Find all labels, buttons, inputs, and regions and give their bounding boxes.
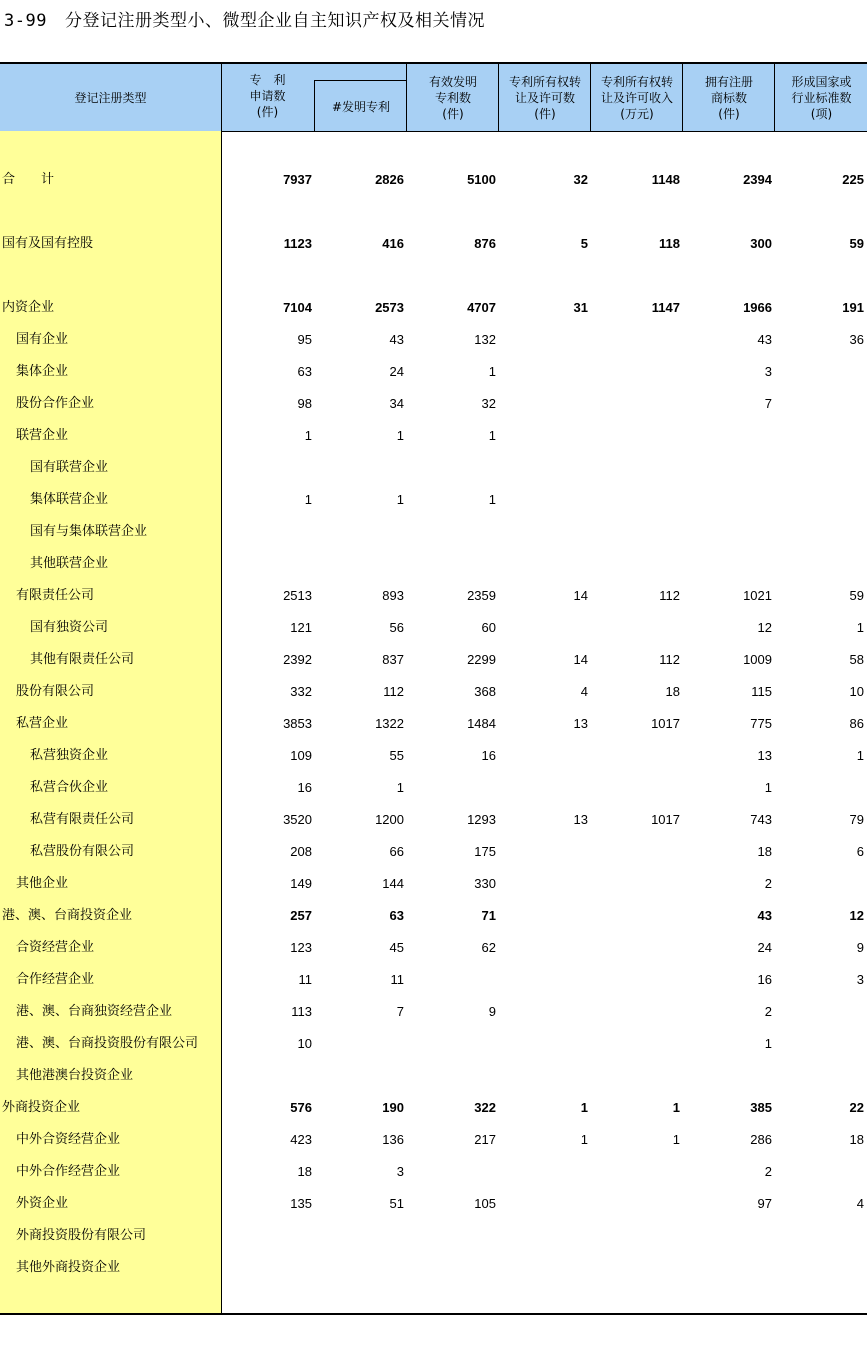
row-value: 1021 — [743, 588, 772, 603]
row-value: 4707 — [467, 300, 496, 315]
row-value: 24 — [389, 364, 404, 379]
row-value: 16 — [481, 748, 496, 763]
row-value: 257 — [290, 908, 312, 923]
row-value: 4 — [580, 684, 588, 699]
table-row — [0, 170, 867, 190]
row-value: 1 — [396, 780, 404, 795]
row-value: 5100 — [467, 172, 496, 187]
row-value: 2 — [764, 1004, 772, 1019]
row-value: 2394 — [743, 172, 772, 187]
row-value: 1 — [304, 492, 312, 507]
row-value: 2513 — [283, 588, 312, 603]
table-row — [0, 586, 867, 606]
row-value: 1 — [488, 364, 496, 379]
row-value: 208 — [290, 844, 312, 859]
row-value: 118 — [659, 236, 680, 251]
table-row — [0, 874, 867, 894]
row-value: 225 — [842, 172, 864, 187]
row-value: 893 — [382, 588, 404, 603]
header-patent-transfers: 专利所有权转 让及许可数 (件) — [498, 64, 591, 131]
row-value: 2392 — [283, 652, 312, 667]
row-value: 191 — [842, 300, 864, 315]
row-value: 7937 — [283, 172, 312, 187]
row-value: 112 — [659, 652, 680, 667]
row-value: 332 — [290, 684, 312, 699]
header-valid-invention-patents: 有效发明 专利数 (件) — [406, 64, 499, 131]
row-value: 3 — [396, 1164, 404, 1179]
row-value: 385 — [750, 1100, 772, 1115]
row-label: 外资企业 — [16, 1196, 69, 1211]
table-row — [0, 1066, 867, 1086]
table-row — [0, 1130, 867, 1150]
row-value: 98 — [297, 396, 312, 411]
row-value: 6 — [856, 844, 864, 859]
row-value: 97 — [757, 1196, 772, 1211]
row-value: 1148 — [651, 172, 680, 187]
row-value: 743 — [750, 812, 772, 827]
row-value: 1147 — [651, 300, 680, 315]
row-label: 私营合伙企业 — [30, 780, 109, 795]
row-value: 7 — [764, 396, 772, 411]
row-value: 175 — [474, 844, 496, 859]
row-value: 31 — [573, 300, 588, 315]
row-value: 22 — [849, 1100, 864, 1115]
row-value: 1200 — [375, 812, 404, 827]
row-label: 其他有限责任公司 — [30, 652, 135, 667]
header-invention-patents: #发明专利 — [314, 80, 407, 132]
row-value: 1017 — [651, 716, 680, 731]
row-value: 18 — [757, 844, 772, 859]
table-row — [0, 298, 867, 318]
table-row — [0, 1002, 867, 1022]
row-value: 1 — [764, 780, 772, 795]
row-value: 300 — [750, 236, 772, 251]
bottom-rule — [0, 1313, 867, 1315]
row-value: 1017 — [651, 812, 680, 827]
table-row — [0, 234, 867, 254]
row-label: 国有与集体联营企业 — [30, 524, 148, 539]
row-label: 私营独资企业 — [30, 748, 109, 763]
row-value: 59 — [849, 588, 864, 603]
row-label: 合 计 — [2, 172, 55, 187]
table-row — [0, 842, 867, 862]
header-patent-applications: 专 利 申请数 (件) — [221, 64, 313, 131]
row-value: 4 — [856, 1196, 864, 1211]
row-value: 51 — [389, 1196, 404, 1211]
row-value: 14 — [573, 588, 588, 603]
row-value: 1293 — [467, 812, 496, 827]
row-value: 18 — [297, 1164, 312, 1179]
header-standards: 形成国家或 行业标准数 (项) — [774, 64, 867, 131]
row-value: 135 — [290, 1196, 312, 1211]
row-value: 2826 — [375, 172, 404, 187]
row-value: 1 — [488, 428, 496, 443]
row-value: 330 — [474, 876, 496, 891]
row-value: 13 — [573, 716, 588, 731]
row-value: 43 — [389, 332, 404, 347]
header-registered-trademarks: 拥有注册 商标数 (件) — [682, 64, 775, 131]
row-label: 股份合作企业 — [16, 396, 95, 411]
row-value: 149 — [290, 876, 312, 891]
row-value: 1 — [396, 428, 404, 443]
row-value: 66 — [389, 844, 404, 859]
row-value: 63 — [389, 908, 404, 923]
row-value: 3 — [856, 972, 864, 987]
row-label: 外商投资企业 — [2, 1100, 81, 1115]
row-value: 1009 — [743, 652, 772, 667]
table-row — [0, 970, 867, 990]
row-value: 1123 — [283, 236, 312, 251]
row-value: 2 — [764, 876, 772, 891]
row-value: 56 — [389, 620, 404, 635]
table-row — [0, 1258, 867, 1278]
row-value: 58 — [849, 652, 864, 667]
row-value: 1 — [580, 1132, 588, 1147]
row-value: 62 — [481, 940, 496, 955]
table-row — [0, 1098, 867, 1118]
row-value: 121 — [290, 620, 312, 635]
row-value: 12 — [849, 908, 864, 923]
row-value: 144 — [382, 876, 404, 891]
table-title: 分登记注册类型小、微型企业自主知识产权及相关情况 — [64, 11, 485, 31]
row-label: 中外合作经营企业 — [16, 1164, 121, 1179]
row-value: 1 — [396, 492, 404, 507]
table-row — [0, 778, 867, 798]
row-value: 775 — [750, 716, 772, 731]
row-label: 合资经营企业 — [16, 940, 95, 955]
row-value: 45 — [389, 940, 404, 955]
row-value: 136 — [382, 1132, 404, 1147]
row-value: 18 — [665, 684, 680, 699]
table-row — [0, 1226, 867, 1246]
row-value: 132 — [474, 332, 496, 347]
row-value: 217 — [474, 1132, 496, 1147]
table-row — [0, 810, 867, 830]
row-label: 联营企业 — [16, 428, 69, 443]
row-value: 1966 — [743, 300, 772, 315]
row-label: 港、澳、台商投资企业 — [2, 908, 133, 923]
row-value: 837 — [382, 652, 404, 667]
row-value: 322 — [474, 1100, 496, 1115]
row-value: 3853 — [283, 716, 312, 731]
row-value: 416 — [382, 236, 404, 251]
row-value: 43 — [757, 332, 772, 347]
row-value: 12 — [757, 620, 772, 635]
row-value: 1 — [672, 1132, 680, 1147]
row-value: 1 — [764, 1036, 772, 1051]
row-value: 11 — [390, 972, 404, 987]
table-row — [0, 938, 867, 958]
row-value: 16 — [757, 972, 772, 987]
row-value: 113 — [291, 1004, 312, 1019]
table-row — [0, 458, 867, 478]
row-value: 3520 — [283, 812, 312, 827]
row-value: 1 — [488, 492, 496, 507]
row-value: 1 — [856, 748, 864, 763]
row-value: 9 — [856, 940, 864, 955]
row-label: 集体企业 — [16, 364, 69, 379]
row-label: 中外合资经营企业 — [16, 1132, 121, 1147]
row-value: 71 — [481, 908, 496, 923]
row-value: 34 — [389, 396, 404, 411]
table-row — [0, 490, 867, 510]
row-value: 3 — [764, 364, 772, 379]
row-value: 112 — [659, 588, 680, 603]
row-value: 2 — [764, 1164, 772, 1179]
header-registration-type: 登记注册类型 — [74, 90, 147, 105]
row-value: 2359 — [467, 588, 496, 603]
row-value: 2299 — [467, 652, 496, 667]
row-value: 115 — [751, 684, 772, 699]
row-label: 集体联营企业 — [30, 492, 109, 507]
row-value: 16 — [297, 780, 312, 795]
table-row — [0, 1162, 867, 1182]
table-row — [0, 714, 867, 734]
table-row — [0, 618, 867, 638]
row-value: 60 — [481, 620, 496, 635]
row-value: 1 — [304, 428, 312, 443]
row-value: 1322 — [375, 716, 404, 731]
row-value: 95 — [297, 332, 312, 347]
row-value: 7 — [396, 1004, 404, 1019]
row-label: 股份有限公司 — [16, 684, 95, 699]
row-value: 79 — [849, 812, 864, 827]
row-value: 576 — [290, 1100, 312, 1115]
table-row — [0, 522, 867, 542]
page-title — [4, 6, 485, 31]
row-value: 10 — [297, 1036, 312, 1051]
row-value: 5 — [580, 236, 588, 251]
row-label: 外商投资股份有限公司 — [16, 1228, 147, 1243]
row-value: 105 — [474, 1196, 496, 1211]
row-label: 其他企业 — [16, 876, 69, 891]
row-value: 9 — [488, 1004, 496, 1019]
row-label: 国有联营企业 — [30, 460, 109, 475]
row-value: 109 — [290, 748, 312, 763]
table-row — [0, 362, 867, 382]
row-value: 36 — [849, 332, 864, 347]
table-row — [0, 1034, 867, 1054]
row-label: 国有企业 — [16, 332, 69, 347]
row-label: 私营企业 — [16, 716, 69, 731]
row-value: 876 — [474, 236, 496, 251]
row-value: 10 — [849, 684, 864, 699]
row-label: 有限责任公司 — [16, 588, 95, 603]
row-value: 7104 — [283, 300, 312, 315]
row-value: 423 — [290, 1132, 312, 1147]
row-value: 43 — [757, 908, 772, 923]
row-label: 合作经营企业 — [16, 972, 95, 987]
header-patent-transfer-income: 专利所有权转 让及许可收入 (万元) — [590, 64, 683, 131]
table-row — [0, 426, 867, 446]
table-row — [0, 330, 867, 350]
row-value: 24 — [757, 940, 772, 955]
row-label: 私营有限责任公司 — [30, 812, 135, 827]
table-header — [0, 64, 867, 132]
row-value: 63 — [297, 364, 312, 379]
row-value: 123 — [290, 940, 312, 955]
row-value: 55 — [389, 748, 404, 763]
row-value: 1 — [856, 620, 864, 635]
row-label: 港、澳、台商独资经营企业 — [16, 1004, 173, 1019]
row-label: 内资企业 — [2, 300, 55, 315]
row-value: 1 — [672, 1100, 680, 1115]
row-label: 港、澳、台商投资股份有限公司 — [16, 1036, 199, 1051]
table-code: 3-99 — [4, 11, 47, 31]
row-value: 32 — [573, 172, 588, 187]
table-row — [0, 682, 867, 702]
row-value: 1 — [580, 1100, 588, 1115]
row-label: 其他港澳台投资企业 — [16, 1068, 134, 1083]
row-label: 国有及国有控股 — [2, 236, 94, 251]
row-label: 国有独资公司 — [30, 620, 109, 635]
row-label: 其他联营企业 — [30, 556, 109, 571]
table-row — [0, 746, 867, 766]
row-value: 13 — [757, 748, 772, 763]
row-label: 其他外商投资企业 — [16, 1260, 121, 1275]
row-value: 1484 — [467, 716, 496, 731]
row-value: 86 — [849, 716, 864, 731]
row-value: 190 — [382, 1100, 404, 1115]
row-value: 14 — [573, 652, 588, 667]
row-label: 私营股份有限公司 — [30, 844, 135, 859]
row-value: 368 — [474, 684, 496, 699]
table-row — [0, 394, 867, 414]
row-value: 11 — [298, 972, 312, 987]
row-value: 32 — [481, 396, 496, 411]
row-value: 112 — [383, 684, 404, 699]
row-value: 59 — [849, 236, 864, 251]
row-value: 286 — [750, 1132, 772, 1147]
row-value: 18 — [849, 1132, 864, 1147]
row-value: 2573 — [375, 300, 404, 315]
row-value: 13 — [573, 812, 588, 827]
table-row — [0, 906, 867, 926]
table-row — [0, 1194, 867, 1214]
table-row — [0, 554, 867, 574]
table-row — [0, 650, 867, 670]
